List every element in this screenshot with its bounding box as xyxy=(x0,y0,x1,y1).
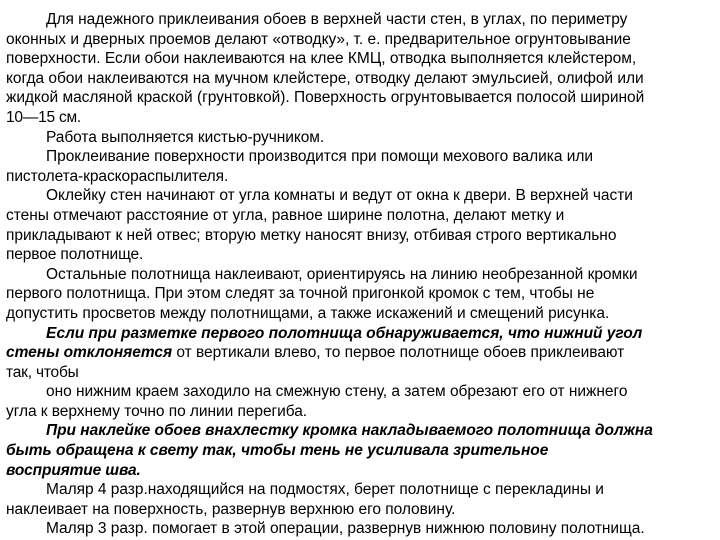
body-text: так, чтобы xyxy=(6,363,79,381)
emphasized-text: Если при разметке первого полотнища обнаруживается, что нижний угол xyxy=(46,324,643,342)
text-line xyxy=(6,421,716,441)
body-text: пистолета-краскораспылителя. xyxy=(6,167,229,185)
text-line xyxy=(6,108,716,128)
text-line xyxy=(6,49,716,69)
text-line xyxy=(6,304,716,324)
document-body xyxy=(6,10,716,539)
body-text: стены отмечают расстояние от угла, равное ширине полотна, делают метку и xyxy=(6,206,565,224)
text-line xyxy=(6,284,716,304)
emphasized-text: стены отклоняется xyxy=(6,344,173,362)
text-line xyxy=(6,480,716,500)
body-text: оно нижним краем заходило на смежную стену, а затем обрезают его от нижнего xyxy=(46,383,628,401)
text-line xyxy=(6,265,716,285)
text-line xyxy=(6,461,716,481)
body-text: когда обои наклеиваются на мучном клейстере, отводку делают эмульсией, олифой или xyxy=(6,69,644,87)
body-text: Маляр 3 разр. помогает в этой операции, развернув нижнюю половину полотнища. xyxy=(46,520,645,538)
body-text: Остальные полотнища наклеивают, ориентируясь на линию необрезанной кромки xyxy=(46,265,638,283)
emphasized-text: восприятие шва. xyxy=(6,461,141,479)
body-text: оконных и дверных проемов делают «отводку», т. е. предварительное огрунтовывание xyxy=(6,30,631,48)
body-text: 10—15 см. xyxy=(6,108,82,126)
body-text: прикладывают к ней отвес; вторую метку наносят внизу, отбивая строго вертикально xyxy=(6,226,617,244)
body-text: Работа выполняется кистью-ручником. xyxy=(46,128,325,146)
text-line xyxy=(6,147,716,167)
body-text: поверхности. Если обои наклеиваются на клее КМЦ, отводка выполняется клейстером, xyxy=(6,50,637,68)
text-line xyxy=(6,128,716,148)
text-line xyxy=(6,226,716,246)
text-line xyxy=(6,69,716,89)
emphasized-text: При наклейке обоев внахлестку кромка накладываемого полотнища должна xyxy=(46,422,653,440)
text-line xyxy=(6,324,716,344)
text-line xyxy=(6,500,716,520)
body-text: первое полотнище. xyxy=(6,246,144,264)
text-line xyxy=(6,519,716,539)
body-text: Для надежного приклеивания обоев в верхней части стен, в углах, по периметру xyxy=(46,11,628,28)
text-line xyxy=(6,343,716,363)
body-text: наклеивает на поверхность, развернув верхнюю его половину. xyxy=(6,500,456,518)
text-line xyxy=(6,167,716,187)
text-line xyxy=(6,30,716,50)
text-line xyxy=(6,363,716,383)
text-line xyxy=(6,441,716,461)
body-text: Маляр 4 разр.находящийся на подмостях, берет полотнище с перекладины и xyxy=(46,481,604,499)
text-line xyxy=(6,206,716,226)
body-text: Проклеивание поверхности производится при помощи мехового валика или xyxy=(46,148,594,166)
body-text: первого полотнища. При этом следят за точной пригонкой кромок с тем, чтобы не xyxy=(6,285,595,303)
body-text: допустить просветов между полотнищами, а также искажений и смещений рисунка. xyxy=(6,304,610,322)
body-text: жидкой масляной краской (грунтовкой). Поверхность огрунтовывается полосой шириной xyxy=(6,89,645,107)
text-line xyxy=(6,382,716,402)
text-line xyxy=(6,88,716,108)
text-line xyxy=(6,245,716,265)
text-line xyxy=(6,186,716,206)
body-text: угла к верхнему точно по линии перегиба. xyxy=(6,402,308,420)
emphasized-text: быть обращена к свету так, чтобы тень не усиливала зрительное xyxy=(6,442,549,460)
text-line xyxy=(6,10,716,30)
body-text: Оклейку стен начинают от угла комнаты и ведут от окна к двери. В верхней части xyxy=(46,187,633,205)
text-line xyxy=(6,402,716,422)
body-text: от вертикали влево, то первое полотнище обоев приклеивают xyxy=(172,344,625,362)
